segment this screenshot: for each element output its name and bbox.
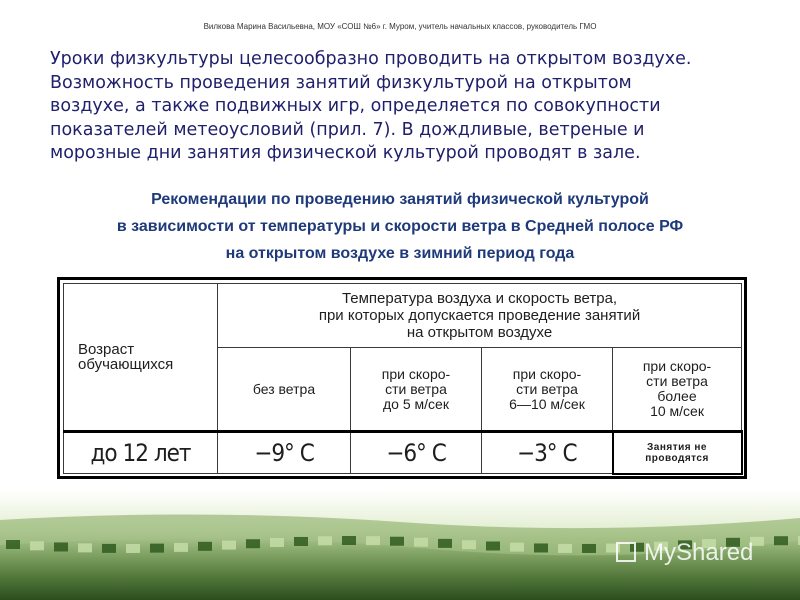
temp-no-wind: −9° С [218, 432, 351, 474]
recommendation-table-frame [57, 277, 747, 479]
presentation-icon [616, 542, 636, 562]
intro-paragraph: Уроки физкультуры целесообразно проводить на открытом воздухе. Возможность проведения занятий физкультурой на открытом воздухе, а также подвижных игр, определяется по совокупности показателей метеоусловий (прил. 7). В дождливые, ветреные и морозные дни занятия физической культурой проводят в зале. [50, 49, 692, 163]
column-header-wind-6-10: при скоро- сти ветра 6—10 м/сек [482, 348, 613, 432]
conditions-group-header: Температура воздуха и скорость ветра, при которых допускается проведение занятий на открытом воздухе [218, 284, 742, 348]
no-classes-note: Занятия не проводятся [613, 432, 742, 474]
decorative-square [438, 539, 452, 548]
decorative-square [510, 543, 524, 552]
decorative-square [246, 539, 260, 548]
decorative-square [150, 544, 164, 553]
heading-line-2: в зависимости от температуры и скорости ветра в Средней полосе РФ [116, 218, 684, 235]
decorative-square [6, 540, 20, 549]
decorative-square [390, 537, 404, 546]
temp-wind-6-10: −3° С [482, 432, 613, 474]
heading-line-1: Рекомендации по проведению занятий физической культурой [151, 191, 649, 208]
decorative-square [174, 543, 188, 552]
decorative-square [270, 538, 284, 547]
author-caption: Вилкова Марина Васильевна, МОУ «СОШ №6» г. Муром, учитель начальных классов, руководитель ГМО [203, 22, 597, 31]
decorative-square [54, 542, 68, 551]
temp-wind-up-to-5: −6° С [351, 432, 482, 474]
watermark [616, 538, 786, 568]
decorative-square [558, 544, 572, 553]
row-age-under-12: до 12 лет [64, 432, 218, 474]
decorative-square [534, 543, 548, 552]
decorative-square [30, 541, 44, 550]
decorative-square [198, 542, 212, 551]
decorative-square [366, 536, 380, 545]
column-header-wind-up-to-5: при скоро- сти ветра до 5 м/сек [351, 348, 482, 432]
decorative-square [414, 538, 428, 547]
decorative-square [342, 536, 356, 545]
age-column-header: Возраст обучающихся [64, 284, 218, 432]
column-header-no-wind: без ветра [218, 348, 351, 432]
decorative-square [78, 543, 92, 552]
decorative-square [126, 544, 140, 553]
column-header-wind-over-10: при скоро- сти ветра более 10 м/сек [613, 348, 742, 432]
decorative-square [462, 540, 476, 549]
decorative-square [318, 536, 332, 545]
decorative-square [294, 537, 308, 546]
watermark-text: MyShared [644, 539, 754, 566]
decorative-square [102, 544, 116, 553]
recommendation-heading [0, 186, 800, 267]
heading-line-3: на открытом воздухе в зимний период года [225, 245, 575, 262]
recommendation-table [63, 283, 743, 475]
decorative-square [486, 541, 500, 550]
decorative-square [582, 544, 596, 553]
decorative-square [222, 541, 236, 550]
